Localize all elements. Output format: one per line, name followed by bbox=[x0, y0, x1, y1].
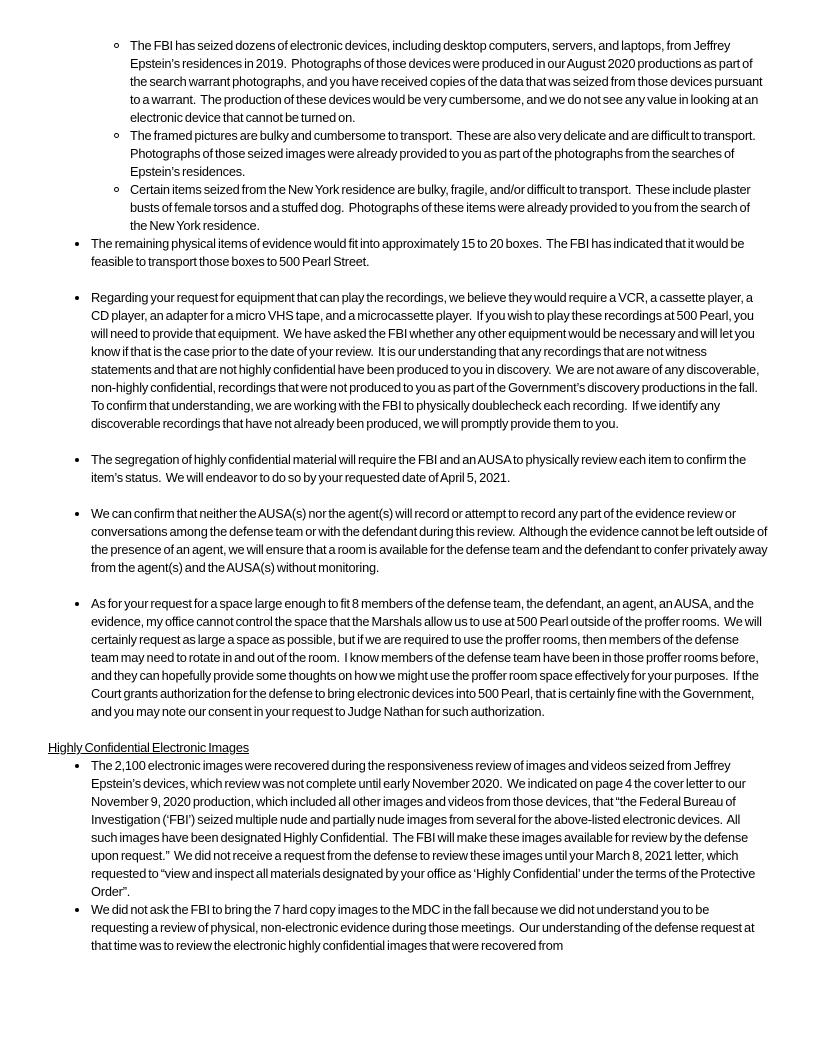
bullet-circle-icon bbox=[114, 43, 119, 48]
bullet-disc-icon bbox=[75, 908, 79, 912]
bullet-item-text: Certain items seized from the New York residence are bulky, fragile, and/or difficult to transport. These include plaster busts of female torsos and a stuffed dog. Photographs of these items were already provided to you from the search of the New York residence. bbox=[130, 182, 753, 233]
bullet-item-level-1 bbox=[48, 451, 768, 487]
bullet-item-level-2 bbox=[48, 181, 768, 235]
bullet-item-level-2 bbox=[48, 37, 768, 127]
bullet-item-text: We can confirm that neither the AUSA(s) nor the agent(s) will record or attempt to record any part of the evidence review or conversations among the defense team or with the defendant during this review. Although the evidence cannot be left outside of the presence of an agent, we will ensure that a room is available for the defense team and the defendant to confer privately away from the agent(s) and the AUSA(s) without monitoring. bbox=[91, 506, 770, 575]
bullet-item-text: Regarding your request for equipment that can play the recordings, we believe they would require a VCR, a cassette player, a CD player, an adapter for a micro VHS tape, and a microcassette player. If you wish to play these recordings at 500 Pearl, you will need to provide that equipment. We have asked the FBI whether any other equipment would be necessary and will let you know if that is the case prior to the date of your review. It is our understanding that any recordings that are not witness statements and that are not highly confidential have been produced to you in discovery. We are not aware of any discoverable, non-highly confidential, recordings that were not produced to you as part of the Government’s discovery productions in the fall. To confirm that understanding, we are working with the FBI to physically doublecheck each recording. If we identify any discoverable recordings that have not already been produced, we will promptly provide them to you. bbox=[91, 290, 762, 431]
bullet-item-text: The segregation of highly confidential material will require the FBI and an AUSA to physically review each item to confirm the item’s status. We will endeavor to do so by your requested date of April 5, 2021. bbox=[91, 452, 749, 485]
bullet-item-text: As for your request for a space large enough to fit 8 members of the defense team, the defendant, an agent, an AUSA, and the evidence, my office cannot control the space that the Marshals allow us to use at 500 Pearl outside of the proffer rooms. We will certainly request as large a space as possible, but if we are required to use the proffer rooms, then members of the defense team may need to rotate in and out of the room. I know members of the defense team have been in those proffer rooms before, and they can hopefully provide some thoughts on how we might use the proffer room space effectively for your purposes. If the Court grants authorization for the defense to bring electronic devices into 500 Pearl, that is certainly fine with the Government, and you may note our consent in your request to Judge Nathan for such authorization. bbox=[91, 596, 764, 719]
bullet-item-text: The 2,100 electronic images were recovered during the responsiveness review of images and videos seized from Jeffrey Epstein’s devices, which review was not complete until early November 2020. We indicated on page 4 the cover letter to our November 9, 2020 production, which included all other images and videos from those devices, that “the Federal Bureau of Investigation (‘FBI’) seized multiple nude and partially nude images from several for the above-listed electronic devices. All such images have been designated Highly Confidential. The FBI will make these images available for review by the defense upon request.” We did not receive a request from the defense to review these images until your March 8, 2021 letter, which requested to “view and inspect all materials designated by your office as ‘Highly Confidential’ under the terms of the Protective Order”. bbox=[91, 758, 758, 899]
bullet-item-level-1 bbox=[48, 289, 768, 433]
bullet-item-level-1 bbox=[48, 757, 768, 901]
bullet-item-level-1 bbox=[48, 595, 768, 721]
bullet-item-level-2 bbox=[48, 127, 768, 181]
bullet-disc-icon bbox=[75, 296, 79, 300]
bullet-circle-icon bbox=[114, 133, 119, 138]
bullet-item-level-1 bbox=[48, 235, 768, 271]
bullet-disc-icon bbox=[75, 764, 79, 768]
section-heading bbox=[48, 739, 768, 757]
bullet-item-text: We did not ask the FBI to bring the 7 hard copy images to the MDC in the fall because we did not understand you to be requesting a review of physical, non-electronic evidence during those meetings. Our understanding of the defense request at that time was to review the electronic highly confidential images that were recovered from bbox=[91, 902, 757, 953]
bullet-circle-icon bbox=[114, 187, 119, 192]
bullet-item-text: The framed pictures are bulky and cumbersome to transport. These are also very delicate and are difficult to transport. Photographs of those seized images were already provided to you as part of the photographs from the searches of Epstein’s residences. bbox=[130, 128, 760, 179]
bullet-item-level-1 bbox=[48, 901, 768, 955]
bullet-item-text: The FBI has seized dozens of electronic devices, including desktop computers, servers, and laptops, from Jeffrey Epstein’s residences in 2019. Photographs of those devices were produced in our August 2020 productions as part of the search warrant photographs, and you have received copies of the data that was seized from those devices pursuant to a warrant. The production of these devices would be very cumbersome, and we do not see any value in looking at an electronic device that cannot be turned on. bbox=[130, 38, 765, 125]
bullet-disc-icon bbox=[75, 512, 79, 516]
bullet-disc-icon bbox=[75, 242, 79, 246]
bullet-item-text: The remaining physical items of evidence would fit into approximately 15 to 20 boxes. The FBI has indicated that it would be feasible to transport those boxes to 500 Pearl Street. bbox=[91, 236, 747, 269]
page-content bbox=[48, 37, 768, 955]
bullet-disc-icon bbox=[75, 602, 79, 606]
section-heading-text: Highly Confidential Electronic Images bbox=[48, 740, 249, 755]
bullet-item-level-1 bbox=[48, 505, 768, 577]
bullet-disc-icon bbox=[75, 458, 79, 462]
